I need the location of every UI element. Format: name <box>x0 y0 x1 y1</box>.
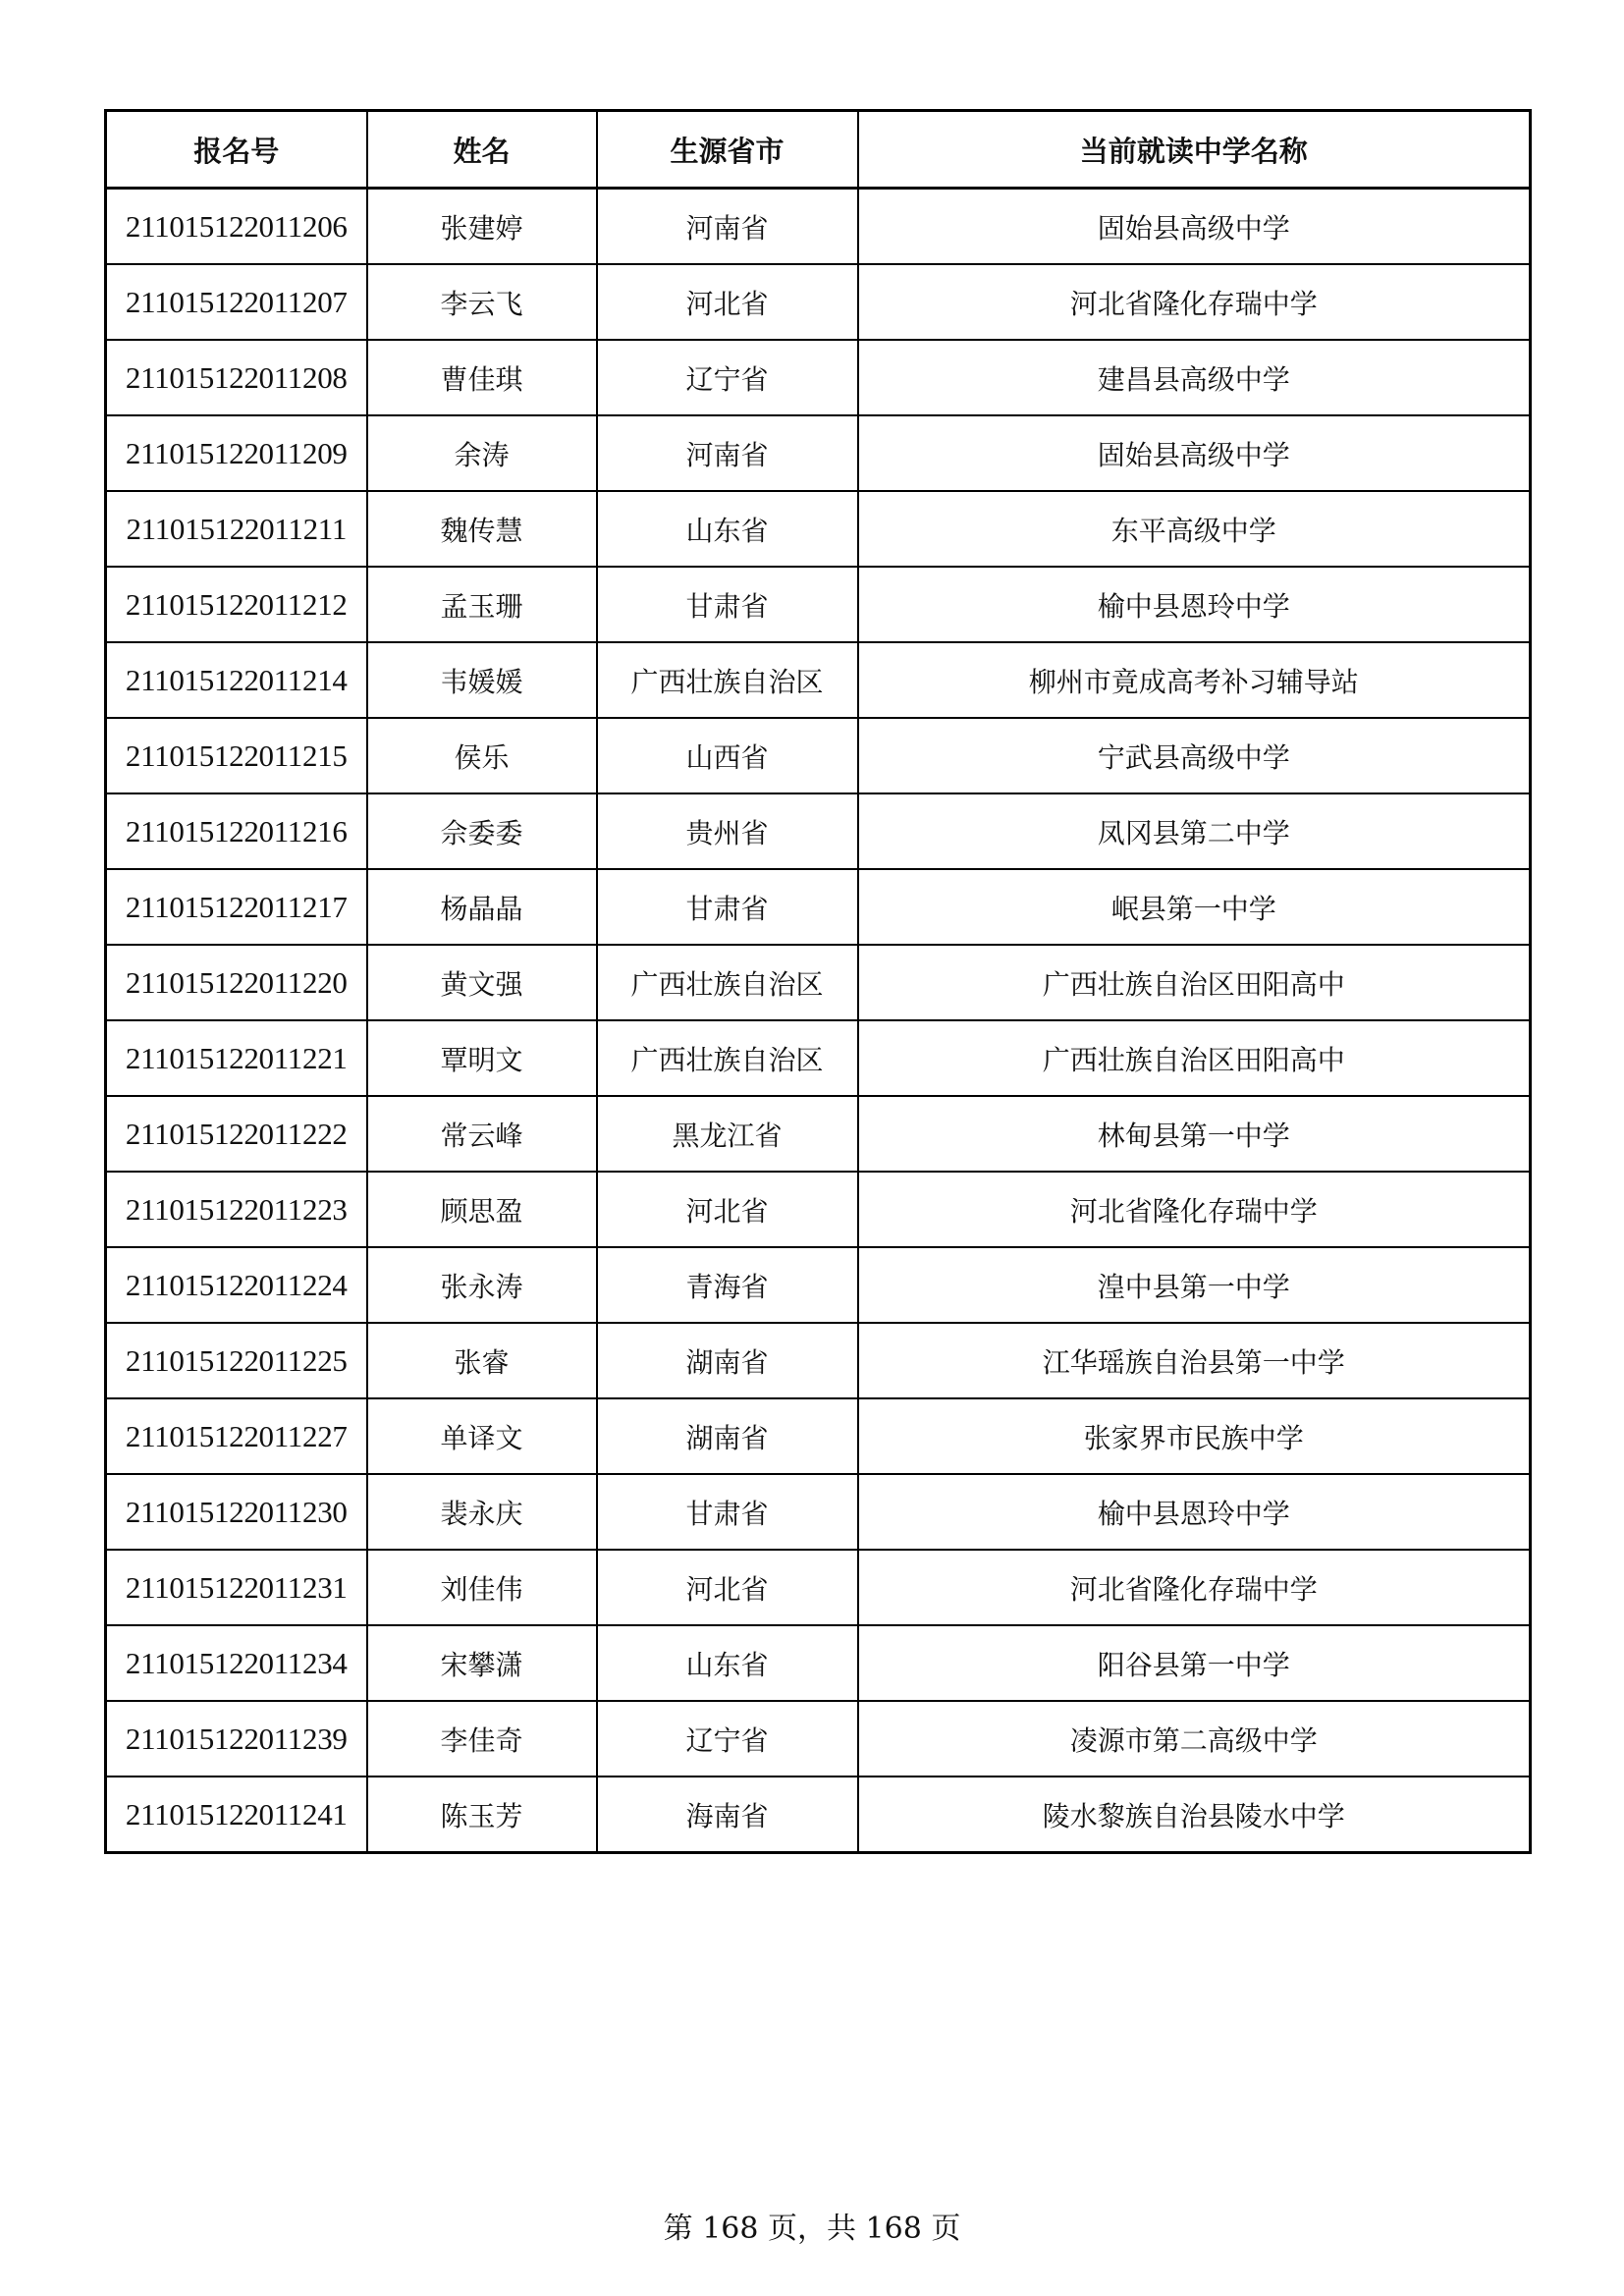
table-row <box>106 567 1531 642</box>
table-row <box>106 945 1531 1020</box>
school-name-cell: 江华瑶族自治县第一中学 <box>858 1323 1531 1398</box>
province-cell: 山东省 <box>597 1625 858 1701</box>
registration-number-cell: 211015122011222 <box>106 1096 367 1172</box>
school-name-cell: 固始县高级中学 <box>858 415 1531 491</box>
table-row <box>106 264 1531 340</box>
school-name-cell: 东平高级中学 <box>858 491 1531 567</box>
registration-number-cell: 211015122011239 <box>106 1701 367 1777</box>
student-name-cell: 孟玉珊 <box>367 567 597 642</box>
student-name-cell: 侯乐 <box>367 718 597 793</box>
school-name-cell: 凤冈县第二中学 <box>858 793 1531 869</box>
school-name-cell: 张家界市民族中学 <box>858 1398 1531 1474</box>
school-name-cell: 广西壮族自治区田阳高中 <box>858 945 1531 1020</box>
registration-number-cell: 211015122011224 <box>106 1247 367 1323</box>
student-name-cell: 张建婷 <box>367 189 597 265</box>
province-cell: 青海省 <box>597 1247 858 1323</box>
table-row <box>106 718 1531 793</box>
registration-number-cell: 211015122011208 <box>106 340 367 415</box>
student-name-cell: 黄文强 <box>367 945 597 1020</box>
table-row <box>106 491 1531 567</box>
registration-number-cell: 211015122011207 <box>106 264 367 340</box>
student-name-cell: 顾思盈 <box>367 1172 597 1247</box>
school-name-cell: 固始县高级中学 <box>858 189 1531 265</box>
province-cell: 海南省 <box>597 1777 858 1853</box>
province-cell: 河北省 <box>597 1172 858 1247</box>
registration-number-cell: 211015122011209 <box>106 415 367 491</box>
table-row <box>106 1247 1531 1323</box>
table-row <box>106 1020 1531 1096</box>
school-name-cell: 宁武县高级中学 <box>858 718 1531 793</box>
table-row <box>106 1701 1531 1777</box>
header-row <box>106 111 1531 189</box>
registration-number-cell: 211015122011212 <box>106 567 367 642</box>
school-name-cell: 河北省隆化存瑞中学 <box>858 1550 1531 1625</box>
table-header <box>106 111 1531 189</box>
school-name-cell: 湟中县第一中学 <box>858 1247 1531 1323</box>
registration-number-cell: 211015122011215 <box>106 718 367 793</box>
province-cell: 河南省 <box>597 189 858 265</box>
header-province: 生源省市 <box>597 111 858 189</box>
student-roster-table <box>104 109 1532 1854</box>
registration-number-cell: 211015122011221 <box>106 1020 367 1096</box>
student-name-cell: 韦媛媛 <box>367 642 597 718</box>
province-cell: 广西壮族自治区 <box>597 1020 858 1096</box>
table-row <box>106 793 1531 869</box>
table-row <box>106 1398 1531 1474</box>
province-cell: 山西省 <box>597 718 858 793</box>
registration-number-cell: 211015122011231 <box>106 1550 367 1625</box>
header-registration-number: 报名号 <box>106 111 367 189</box>
province-cell: 贵州省 <box>597 793 858 869</box>
student-name-cell: 陈玉芳 <box>367 1777 597 1853</box>
table-row <box>106 642 1531 718</box>
registration-number-cell: 211015122011225 <box>106 1323 367 1398</box>
province-cell: 辽宁省 <box>597 1701 858 1777</box>
registration-number-cell: 211015122011217 <box>106 869 367 945</box>
table-row <box>106 1777 1531 1853</box>
registration-number-cell: 211015122011230 <box>106 1474 367 1550</box>
table-row <box>106 1172 1531 1247</box>
student-name-cell: 杨晶晶 <box>367 869 597 945</box>
registration-number-cell: 211015122011234 <box>106 1625 367 1701</box>
school-name-cell: 河北省隆化存瑞中学 <box>858 1172 1531 1247</box>
school-name-cell: 河北省隆化存瑞中学 <box>858 264 1531 340</box>
registration-number-cell: 211015122011220 <box>106 945 367 1020</box>
school-name-cell: 柳州市竟成高考补习辅导站 <box>858 642 1531 718</box>
table-body <box>106 189 1531 1853</box>
province-cell: 甘肃省 <box>597 1474 858 1550</box>
school-name-cell: 榆中县恩玲中学 <box>858 567 1531 642</box>
province-cell: 辽宁省 <box>597 340 858 415</box>
page-number-footer: 第 168 页，共 168 页 <box>663 2212 961 2246</box>
province-cell: 山东省 <box>597 491 858 567</box>
registration-number-cell: 211015122011227 <box>106 1398 367 1474</box>
school-name-cell: 岷县第一中学 <box>858 869 1531 945</box>
province-cell: 湖南省 <box>597 1323 858 1398</box>
school-name-cell: 广西壮族自治区田阳高中 <box>858 1020 1531 1096</box>
table-row <box>106 340 1531 415</box>
school-name-cell: 榆中县恩玲中学 <box>858 1474 1531 1550</box>
table-row <box>106 1625 1531 1701</box>
student-name-cell: 常云峰 <box>367 1096 597 1172</box>
table-row <box>106 869 1531 945</box>
student-name-cell: 张睿 <box>367 1323 597 1398</box>
table-row <box>106 1474 1531 1550</box>
student-name-cell: 李云飞 <box>367 264 597 340</box>
student-name-cell: 佘委委 <box>367 793 597 869</box>
province-cell: 河北省 <box>597 264 858 340</box>
header-school: 当前就读中学名称 <box>858 111 1531 189</box>
header-name: 姓名 <box>367 111 597 189</box>
table-row <box>106 1323 1531 1398</box>
school-name-cell: 陵水黎族自治县陵水中学 <box>858 1777 1531 1853</box>
registration-number-cell: 211015122011206 <box>106 189 367 265</box>
table-row <box>106 415 1531 491</box>
student-name-cell: 宋攀潇 <box>367 1625 597 1701</box>
student-name-cell: 魏传慧 <box>367 491 597 567</box>
registration-number-cell: 211015122011211 <box>106 491 367 567</box>
student-name-cell: 李佳奇 <box>367 1701 597 1777</box>
province-cell: 甘肃省 <box>597 567 858 642</box>
province-cell: 河北省 <box>597 1550 858 1625</box>
school-name-cell: 建昌县高级中学 <box>858 340 1531 415</box>
student-name-cell: 余涛 <box>367 415 597 491</box>
province-cell: 广西壮族自治区 <box>597 945 858 1020</box>
school-name-cell: 林甸县第一中学 <box>858 1096 1531 1172</box>
school-name-cell: 凌源市第二高级中学 <box>858 1701 1531 1777</box>
student-name-cell: 刘佳伟 <box>367 1550 597 1625</box>
registration-number-cell: 211015122011241 <box>106 1777 367 1853</box>
student-name-cell: 覃明文 <box>367 1020 597 1096</box>
table-row <box>106 189 1531 265</box>
student-name-cell: 张永涛 <box>367 1247 597 1323</box>
table-row <box>106 1096 1531 1172</box>
province-cell: 广西壮族自治区 <box>597 642 858 718</box>
student-name-cell: 曹佳琪 <box>367 340 597 415</box>
province-cell: 湖南省 <box>597 1398 858 1474</box>
province-cell: 黑龙江省 <box>597 1096 858 1172</box>
registration-number-cell: 211015122011216 <box>106 793 367 869</box>
student-name-cell: 单译文 <box>367 1398 597 1474</box>
registration-number-cell: 211015122011223 <box>106 1172 367 1247</box>
province-cell: 甘肃省 <box>597 869 858 945</box>
province-cell: 河南省 <box>597 415 858 491</box>
school-name-cell: 阳谷县第一中学 <box>858 1625 1531 1701</box>
student-name-cell: 裴永庆 <box>367 1474 597 1550</box>
table-row <box>106 1550 1531 1625</box>
registration-number-cell: 211015122011214 <box>106 642 367 718</box>
